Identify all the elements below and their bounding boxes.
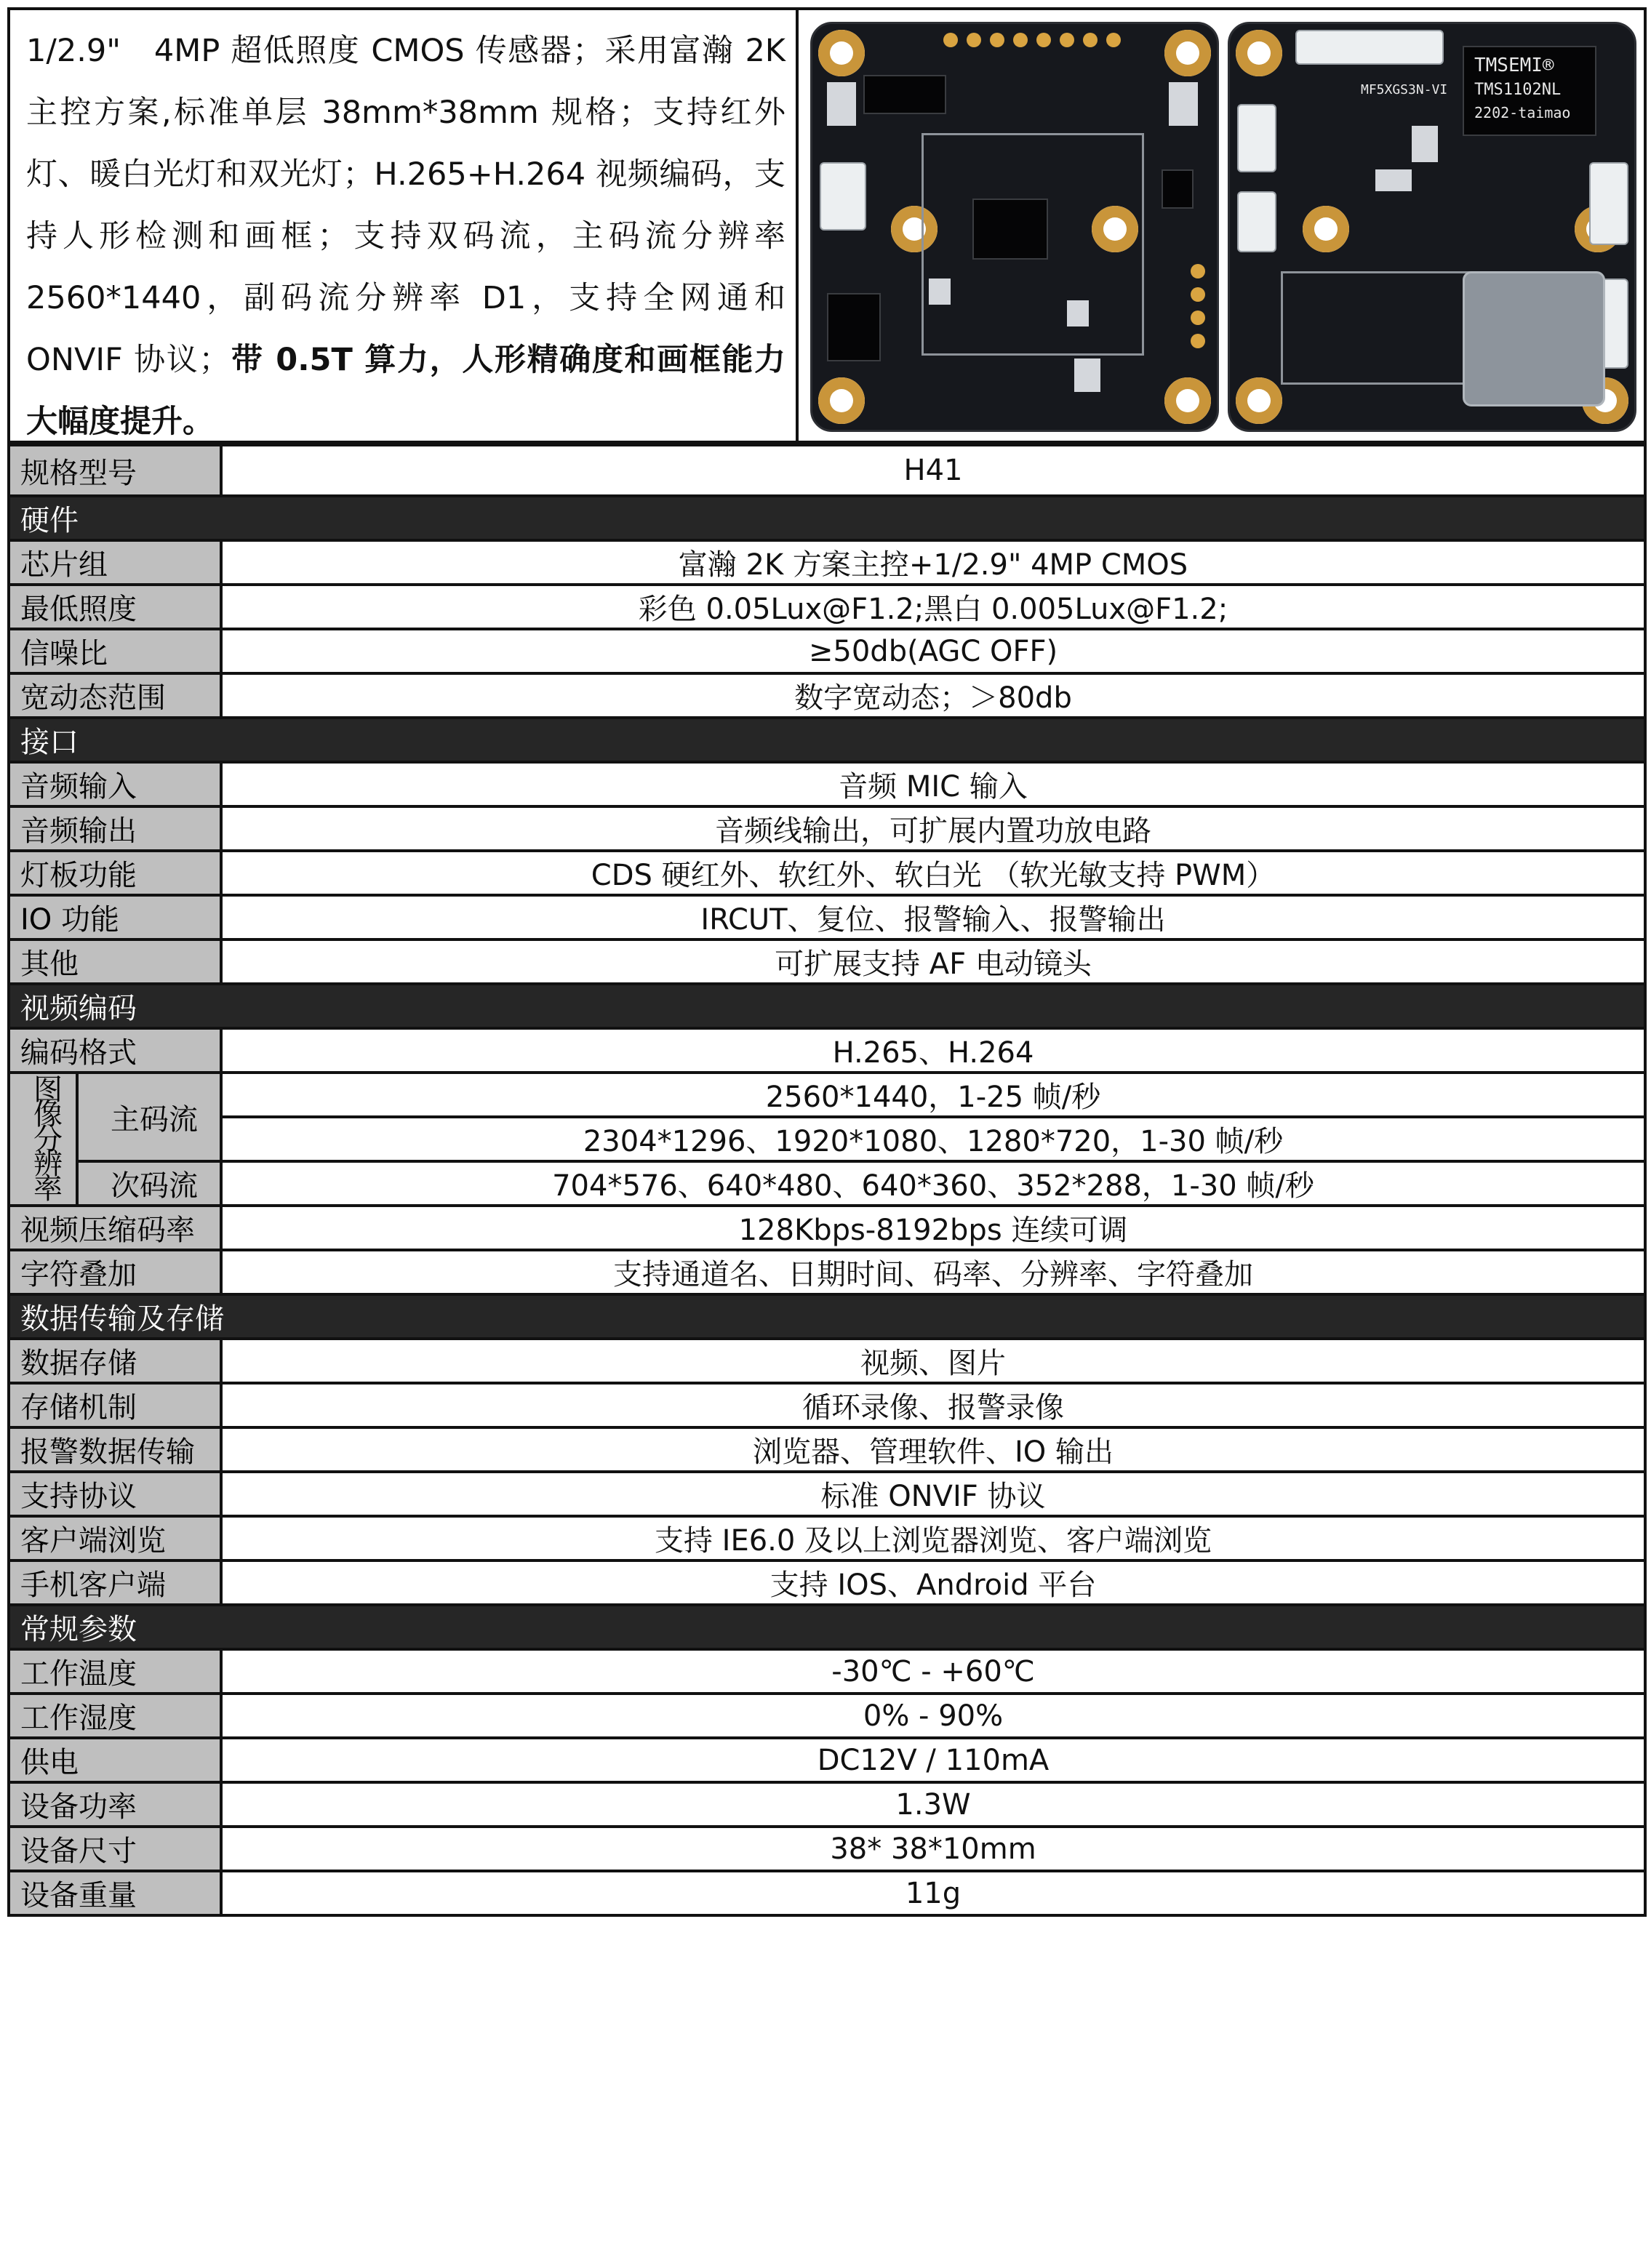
- spec-value: 富瀚 2K 方案主控+1/2.9" 4MP CMOS: [221, 540, 1645, 585]
- spec-value: 彩色 0.05Lux@F1.2;黑白 0.005Lux@F1.2;: [221, 585, 1645, 629]
- connector-icon: [1237, 191, 1276, 252]
- pad-icon: [1375, 169, 1412, 191]
- pad-dot-icon: [1191, 264, 1205, 279]
- spec-label: 数据存储: [9, 1339, 221, 1383]
- section-title: 常规参数: [9, 1605, 1645, 1649]
- spec-row: [9, 1694, 1645, 1738]
- spec-value: 支持通道名、日期时间、码率、分辨率、字符叠加: [221, 1250, 1645, 1294]
- spec-value: 可扩展支持 AF 电动镜头: [221, 939, 1645, 984]
- spec-value: -30℃ - +60℃: [221, 1649, 1645, 1694]
- spec-label: 设备尺寸: [9, 1827, 221, 1871]
- connector-icon: [1295, 30, 1444, 65]
- spec-label: 灯板功能: [9, 851, 221, 895]
- mount-hole-icon: [1303, 206, 1349, 252]
- mount-hole-icon: [1164, 30, 1211, 76]
- spec-value: IRCUT、复位、报警输入、报警输出: [221, 895, 1645, 939]
- spec-row: [9, 1738, 1645, 1782]
- chip-brand-text: TMSEMI®: [1474, 55, 1554, 76]
- main-stream-value: 2560*1440，1-25 帧/秒: [221, 1073, 1645, 1117]
- spec-label: 工作湿度: [9, 1694, 221, 1738]
- section-header-row: [9, 718, 1645, 762]
- spec-row: [9, 851, 1645, 895]
- spec-label: 字符叠加: [9, 1250, 221, 1294]
- pad-dot-icon: [1013, 33, 1028, 47]
- shield-icon: [1463, 271, 1605, 406]
- spec-value: 1.3W: [221, 1782, 1645, 1827]
- section-header-row: [9, 984, 1645, 1028]
- model-label: 规格型号: [9, 445, 221, 496]
- connector-icon: [1237, 104, 1276, 172]
- section-title: 数据传输及存储: [9, 1294, 1645, 1339]
- pad-dot-icon: [1106, 33, 1121, 47]
- spec-row: [9, 1782, 1645, 1827]
- board-photo: [799, 10, 1644, 441]
- spec-row: [9, 673, 1645, 718]
- spec-row: [9, 629, 1645, 673]
- pad-dot-icon: [1191, 310, 1205, 325]
- pad-icon: [1067, 300, 1089, 326]
- spec-label: 信噪比: [9, 629, 221, 673]
- spec-label: 设备功率: [9, 1782, 221, 1827]
- spec-row: [9, 1871, 1645, 1915]
- section-header-row: [9, 1605, 1645, 1649]
- spec-value: 38* 38*10mm: [221, 1827, 1645, 1871]
- mount-hole-icon: [1164, 377, 1211, 424]
- spec-label: 其他: [9, 939, 221, 984]
- spec-label: 音频输入: [9, 762, 221, 806]
- intro-text-bold: 带 0.5T 算力，人形精确度和画框能力大幅度提升。: [26, 342, 785, 440]
- spec-value: 音频线输出，可扩展内置功放电路: [221, 806, 1645, 851]
- spec-value: DC12V / 110mA: [221, 1738, 1645, 1782]
- spec-value: 浏览器、管理软件、IO 输出: [221, 1427, 1645, 1472]
- spec-row: [9, 1028, 1645, 1073]
- spec-row: [9, 1427, 1645, 1472]
- spec-value: 支持 IE6.0 及以上浏览器浏览、客户端浏览: [221, 1516, 1645, 1560]
- spec-label: 供电: [9, 1738, 221, 1782]
- spec-label: IO 功能: [9, 895, 221, 939]
- section-header-row: [9, 1294, 1645, 1339]
- chip-icon: [827, 293, 881, 361]
- spec-label: 工作温度: [9, 1649, 221, 1694]
- pad-dot-icon: [1191, 287, 1205, 302]
- spec-value: H.265、H.264: [221, 1028, 1645, 1073]
- spec-row: [9, 1827, 1645, 1871]
- spec-label: 视频压缩码率: [9, 1206, 221, 1250]
- sub-stream-value: 704*576、640*480、640*360、352*288，1-30 帧/秒: [221, 1161, 1645, 1206]
- intro-text-normal: 1/2.9" 4MP 超低照度 CMOS 传感器；采用富瀚 2K 主控方案,标准单层 38mm*38mm 规格；支持红外灯、暖白光灯和双光灯；H.265+H.264 视频编码，支持人形检测和画框；支持双码流，主码流分辨率 2560*1440，副码流分辨率 D1，支持全网通和 ONVIF 协议；: [26, 33, 785, 378]
- mount-hole-icon: [818, 30, 865, 76]
- chip-icon: [1162, 169, 1194, 209]
- spec-row: [9, 1472, 1645, 1516]
- resolution-row-main-1: [9, 1073, 1645, 1117]
- chip-model-text: TMS1102NL: [1474, 81, 1562, 99]
- pad-icon: [1412, 126, 1438, 162]
- spec-row: [9, 1339, 1645, 1383]
- main-stream-label: 主码流: [77, 1073, 221, 1161]
- spec-label: 客户端浏览: [9, 1516, 221, 1560]
- spec-label: 芯片组: [9, 540, 221, 585]
- pad-dot-icon: [1060, 33, 1074, 47]
- pad-dot-icon: [1083, 33, 1098, 47]
- spec-row: [9, 1206, 1645, 1250]
- spec-value: 循环录像、报警录像: [221, 1383, 1645, 1427]
- spec-value: 视频、图片: [221, 1339, 1645, 1383]
- sub-stream-label: 次码流: [77, 1161, 221, 1206]
- pad-dot-icon: [967, 33, 981, 47]
- pcb-front-image: [810, 22, 1219, 432]
- spec-value: ≥50db(AGC OFF): [221, 629, 1645, 673]
- spec-row: [9, 762, 1645, 806]
- resolution-row-sub: [9, 1161, 1645, 1206]
- spec-table: [7, 444, 1647, 1917]
- model-row: [9, 445, 1645, 496]
- spec-value: 音频 MIC 输入: [221, 762, 1645, 806]
- spec-label: 编码格式: [9, 1028, 221, 1073]
- spec-value: CDS 硬红外、软红外、软白光 （软光敏支持 PWM）: [221, 851, 1645, 895]
- spec-label: 存储机制: [9, 1383, 221, 1427]
- spec-row: [9, 1560, 1645, 1605]
- spec-value: 标准 ONVIF 协议: [221, 1472, 1645, 1516]
- section-title: 硬件: [9, 496, 1645, 540]
- pad-dot-icon: [1191, 334, 1205, 348]
- spec-row: [9, 585, 1645, 629]
- connector-icon: [1589, 162, 1628, 245]
- pad-dot-icon: [990, 33, 1004, 47]
- pad-dot-icon: [943, 33, 958, 47]
- spec-row: [9, 1383, 1645, 1427]
- spec-label: 最低照度: [9, 585, 221, 629]
- sensor-chip-icon: [972, 199, 1048, 260]
- pad-icon: [1169, 82, 1198, 126]
- spec-label: 宽动态范围: [9, 673, 221, 718]
- chip-icon: [863, 75, 946, 114]
- spec-label: 支持协议: [9, 1472, 221, 1516]
- chip-code-text: 2202-taimao: [1474, 104, 1571, 121]
- pad-icon: [929, 279, 951, 305]
- spec-value: 支持 IOS、Android 平台: [221, 1560, 1645, 1605]
- pad-icon: [1074, 358, 1100, 392]
- spec-value: 数字宽动态；＞80db: [221, 673, 1645, 718]
- spec-label: 设备重量: [9, 1871, 221, 1915]
- mount-hole-icon: [818, 377, 865, 424]
- intro-description: [10, 10, 799, 441]
- magnetics-chip-icon: [1463, 46, 1596, 136]
- connector-icon: [820, 162, 866, 231]
- pad-dot-icon: [1036, 33, 1051, 47]
- spec-value: 0% - 90%: [221, 1694, 1645, 1738]
- spec-label: 音频输出: [9, 806, 221, 851]
- resolution-row-main-2: [9, 1117, 1645, 1161]
- spec-row: [9, 540, 1645, 585]
- spec-sheet: [7, 7, 1647, 1917]
- section-title: 视频编码: [9, 984, 1645, 1028]
- section-title: 接口: [9, 718, 1645, 762]
- mount-hole-icon: [1236, 377, 1282, 424]
- spec-value: 128Kbps-8192bps 连续可调: [221, 1206, 1645, 1250]
- spec-value: 11g: [221, 1871, 1645, 1915]
- mount-hole-icon: [1236, 30, 1282, 76]
- spec-row: [9, 1516, 1645, 1560]
- spec-row: [9, 1250, 1645, 1294]
- section-header-row: [9, 496, 1645, 540]
- resolution-group-label: 图 像 分 辨 率: [9, 1073, 77, 1206]
- spec-row: [9, 939, 1645, 984]
- main-stream-value: 2304*1296、1920*1080、1280*720，1-30 帧/秒: [221, 1117, 1645, 1161]
- spec-label: 报警数据传输: [9, 1427, 221, 1472]
- pcb-back-image: [1228, 22, 1636, 432]
- spec-row: [9, 806, 1645, 851]
- spec-label: 手机客户端: [9, 1560, 221, 1605]
- pad-icon: [827, 82, 856, 126]
- model-value: H41: [221, 445, 1645, 496]
- spec-row: [9, 895, 1645, 939]
- intro-panel: [7, 7, 1647, 444]
- module-code-text: MF5XGS3N-VI: [1361, 82, 1448, 97]
- spec-row: [9, 1649, 1645, 1694]
